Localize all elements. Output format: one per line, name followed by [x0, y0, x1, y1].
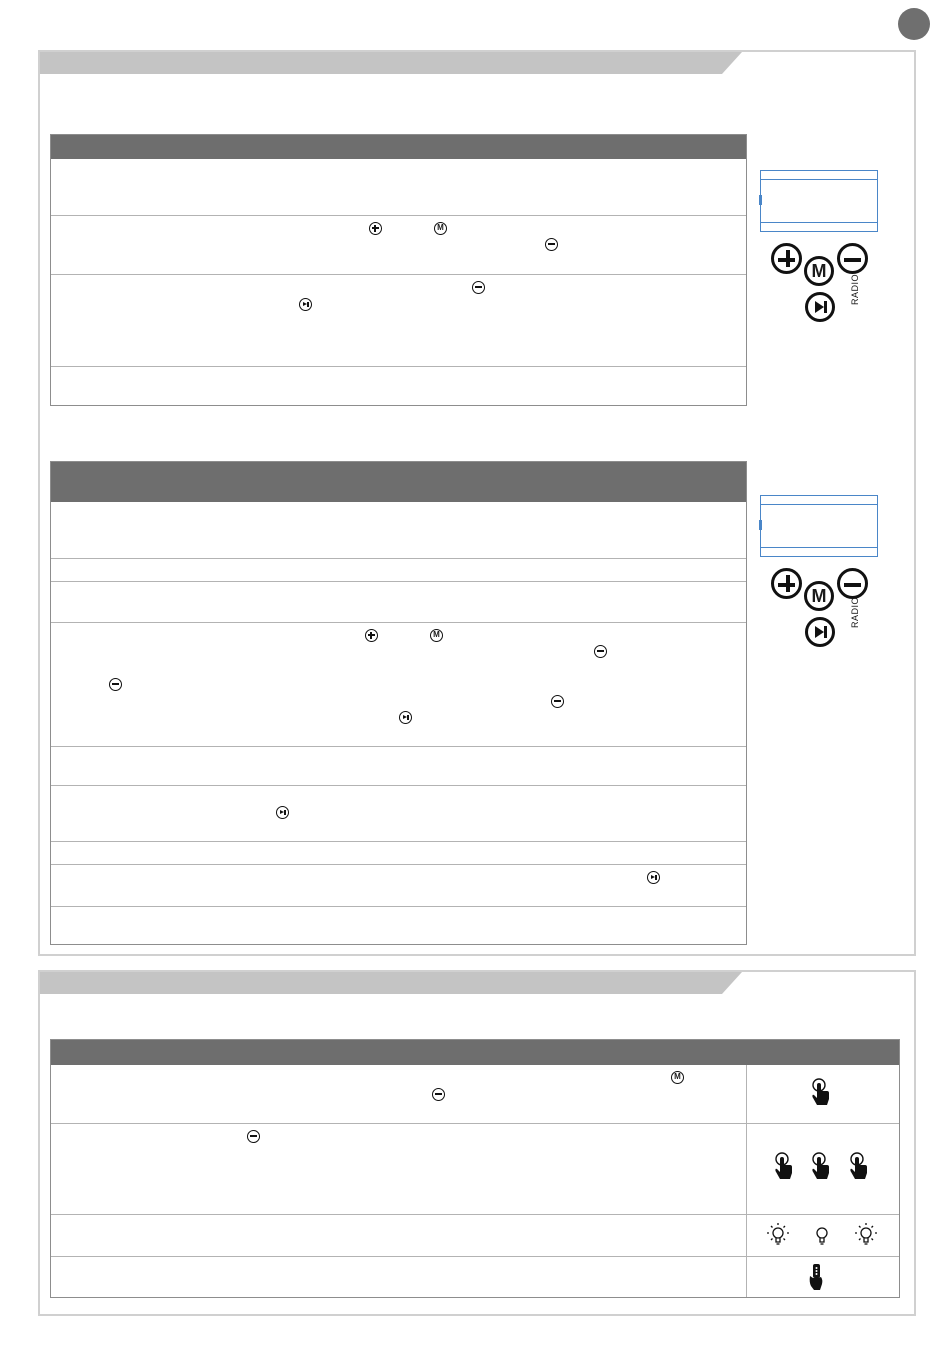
lcd-display	[760, 170, 878, 232]
play-pause-icon	[299, 298, 312, 311]
radio-label: RADIO	[850, 273, 860, 305]
row-divider	[51, 1256, 899, 1257]
table-header	[51, 462, 746, 502]
row-divider	[51, 906, 746, 907]
row-divider	[51, 366, 746, 367]
row-divider	[51, 746, 746, 747]
row-divider	[51, 841, 746, 842]
minus-icon	[594, 645, 607, 658]
hand-press-icon	[848, 1152, 870, 1182]
bulb-icon	[852, 1221, 880, 1249]
row-divider	[51, 581, 746, 582]
bulb-icon	[764, 1221, 792, 1249]
minus-icon	[247, 1130, 260, 1143]
minus-button-icon	[837, 243, 868, 274]
procedure-table-2	[50, 461, 747, 945]
row-divider	[51, 1214, 899, 1215]
plus-button-icon	[771, 568, 802, 599]
row-divider	[51, 785, 746, 786]
minus-icon	[432, 1088, 445, 1101]
row-divider	[51, 622, 746, 623]
hand-press-icon	[810, 1078, 832, 1108]
play-pause-button-icon	[805, 617, 835, 647]
hand-press-icon	[810, 1152, 832, 1182]
row-divider	[51, 558, 746, 559]
play-pause-button-icon	[805, 292, 835, 322]
plus-icon	[369, 222, 382, 235]
mode-button-icon: M	[804, 581, 834, 611]
minus-button-icon	[837, 568, 868, 599]
minus-icon	[551, 695, 564, 708]
minus-icon	[472, 281, 485, 294]
table-header	[51, 1040, 899, 1065]
plus-icon	[365, 629, 378, 642]
remote-hand-icon	[805, 1262, 827, 1292]
section-banner	[40, 972, 742, 994]
minus-icon	[545, 238, 558, 251]
procedure-table-1	[50, 134, 747, 406]
mode-m-icon: M	[434, 222, 447, 235]
bulb-icon	[808, 1221, 836, 1249]
row-divider	[51, 864, 746, 865]
row-divider	[51, 1123, 899, 1124]
mode-m-icon: M	[430, 629, 443, 642]
mode-button-icon: M	[804, 256, 834, 286]
play-pause-icon	[276, 806, 289, 819]
page-number-badge	[898, 8, 930, 40]
play-pause-icon	[647, 871, 660, 884]
play-pause-icon	[399, 711, 412, 724]
table-header	[51, 135, 746, 159]
row-divider	[51, 215, 746, 216]
row-divider	[51, 274, 746, 275]
mode-m-icon: M	[671, 1071, 684, 1084]
hand-press-icon	[773, 1152, 795, 1182]
section-banner	[40, 52, 742, 74]
column-divider	[746, 1065, 747, 1297]
minus-icon	[109, 678, 122, 691]
plus-button-icon	[771, 243, 802, 274]
lcd-display	[760, 495, 878, 557]
radio-label: RADIO	[850, 596, 860, 628]
